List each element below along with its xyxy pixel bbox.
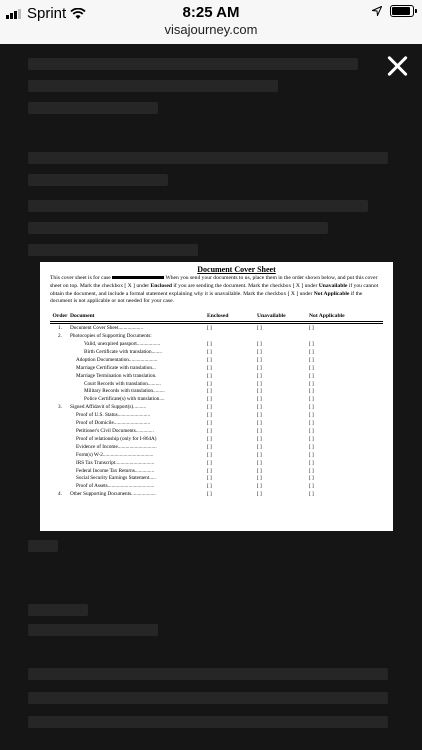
row-label: Proof of Domicile............................ [76, 420, 151, 427]
checkbox: [ ] [207, 459, 212, 466]
checkbox: [ ] [309, 404, 314, 411]
checkbox: [ ] [257, 380, 262, 387]
checkbox: [ ] [207, 364, 212, 371]
table-row [50, 404, 383, 412]
status-right [372, 5, 414, 17]
checkbox: [ ] [257, 412, 262, 419]
checkbox: [ ] [309, 491, 314, 498]
checkbox: [ ] [207, 491, 212, 498]
checkbox: [ ] [207, 356, 212, 363]
table-row [50, 333, 383, 341]
checkbox: [ ] [309, 412, 314, 419]
battery-icon [390, 5, 414, 17]
row-number [50, 475, 70, 483]
checkbox: [ ] [257, 364, 262, 371]
table-row [50, 357, 383, 365]
row-number [50, 357, 70, 365]
status-bar [0, 0, 422, 44]
document-rows [50, 325, 383, 499]
row-label: Police Certificate(s) with translation.... [84, 396, 165, 403]
checkbox: [ ] [207, 420, 212, 427]
row-number [50, 436, 70, 444]
checkbox: [ ] [257, 356, 262, 363]
checkbox: [ ] [257, 491, 262, 498]
checkbox: [ ] [207, 388, 212, 395]
checkbox: [ ] [257, 435, 262, 442]
table-row [50, 373, 383, 381]
row-number [50, 412, 70, 420]
table-row [50, 428, 383, 436]
row-label: Federal Income Tax Returns............... [76, 467, 155, 474]
checkbox: [ ] [257, 443, 262, 450]
checkbox: [ ] [309, 420, 314, 427]
document-title: Document Cover Sheet [197, 265, 276, 274]
checkbox: [ ] [257, 483, 262, 490]
checkbox: [ ] [257, 404, 262, 411]
checkbox: [ ] [309, 372, 314, 379]
checkbox: [ ] [257, 388, 262, 395]
checkbox [207, 333, 257, 341]
checkbox: [ ] [207, 372, 212, 379]
row-label: Military Records with translation......... [84, 388, 165, 395]
carrier-label: Sprint [27, 5, 67, 22]
row-number [50, 428, 70, 436]
row-label: Document Cover Sheet................... [70, 325, 144, 332]
checkbox: [ ] [207, 325, 212, 332]
checkbox: [ ] [309, 459, 314, 466]
table-row [50, 460, 383, 468]
row-number [50, 349, 70, 357]
checkbox: [ ] [257, 427, 262, 434]
row-number [50, 444, 70, 452]
row-number [50, 341, 70, 349]
checkbox: [ ] [309, 443, 314, 450]
row-label: Form(s) W-2....................................... [76, 451, 154, 458]
checkbox: [ ] [207, 348, 212, 355]
checkbox: [ ] [257, 459, 262, 466]
address-bar[interactable]: visajourney.com [164, 22, 258, 37]
row-label: Other Supporting Documents................... [70, 491, 156, 498]
table-row [50, 436, 383, 444]
checkbox: [ ] [257, 372, 262, 379]
row-number [50, 420, 70, 428]
checkbox [309, 333, 369, 341]
checkbox: [ ] [207, 483, 212, 490]
checkbox: [ ] [309, 451, 314, 458]
row-label: Marriage Certificate with translation... [76, 364, 156, 371]
checkbox: [ ] [207, 475, 212, 482]
checkbox: [ ] [257, 475, 262, 482]
row-label: Petitioner's Civil Documents.............. [76, 427, 154, 434]
document-intro: This cover sheet is for case When you send your documents to us, place them in the order shown below, and put this cover sheet on top. Mark the checkbox [ X ] under Enclosed if you are sending the document. Mark the checkbox [ X ] under Unavailable if you cannot obtain the document, and include a formal statement explaining why it is unavailable. Mark the checkbox [ X ] under Not Applicable if the document is not applicable or not needed for your case. [50, 275, 379, 305]
checkbox: [ ] [309, 396, 314, 403]
location-arrow-icon [372, 6, 382, 16]
row-label: Signed Affidavit of Support(s).......... [70, 404, 147, 411]
checkbox: [ ] [257, 420, 262, 427]
row-label: Marriage Termination with translation. [76, 372, 157, 379]
checkbox: [ ] [309, 388, 314, 395]
redaction-bar [112, 276, 164, 279]
row-label: Birth Certificate with translation........ [84, 348, 162, 355]
table-row [50, 396, 383, 404]
table-row [50, 412, 383, 420]
header-rule [50, 321, 383, 324]
row-number [50, 452, 70, 460]
row-label: Proof of U.S. Status......................... [76, 412, 151, 419]
row-number [50, 381, 70, 389]
checkbox: [ ] [207, 467, 212, 474]
row-number [50, 396, 70, 404]
row-label: Valid, unexpired passport.................. [84, 341, 161, 347]
table-row [50, 349, 383, 357]
checkbox: [ ] [309, 483, 314, 490]
table-row [50, 452, 383, 460]
checkbox: [ ] [207, 451, 212, 458]
row-number [50, 388, 70, 396]
checkbox: [ ] [207, 412, 212, 419]
checkbox: [ ] [257, 348, 262, 355]
checkbox: [ ] [309, 475, 314, 482]
table-row [50, 475, 383, 483]
table-row [50, 325, 383, 333]
row-number: 3. [58, 404, 62, 411]
table-row [50, 491, 383, 499]
close-icon[interactable] [386, 55, 408, 77]
table-row [50, 341, 383, 349]
row-number: 4. [58, 491, 62, 498]
row-number [50, 460, 70, 468]
checkbox: [ ] [207, 443, 212, 450]
checkbox: [ ] [257, 396, 262, 403]
checkbox: [ ] [309, 380, 314, 387]
row-label: Proof of relationship (only for I-864A) [76, 435, 157, 442]
row-label: Court Records with translation.......... [84, 380, 161, 387]
checkbox: [ ] [309, 435, 314, 442]
table-row [50, 388, 383, 396]
row-label: Photocopies of Supporting Documents: [70, 333, 152, 340]
checkbox: [ ] [207, 435, 212, 442]
document-cover-sheet-image[interactable] [40, 262, 393, 531]
row-number [50, 365, 70, 373]
checkbox: [ ] [309, 348, 314, 355]
table-row [50, 444, 383, 452]
clock: 8:25 AM [182, 4, 240, 21]
checkbox: [ ] [309, 364, 314, 371]
checkbox: [ ] [309, 341, 314, 347]
row-number: 2. [58, 333, 62, 340]
row-number: 1. [58, 325, 62, 332]
row-label: Evidence of Income.............................. [76, 443, 157, 450]
checkbox: [ ] [207, 404, 212, 411]
row-number [50, 483, 70, 491]
checkbox: [ ] [207, 341, 212, 347]
table-row [50, 468, 383, 476]
table-row [50, 365, 383, 373]
checkbox: [ ] [207, 380, 212, 387]
checkbox: [ ] [207, 427, 212, 434]
checkbox: [ ] [309, 325, 314, 332]
checkbox: [ ] [257, 341, 262, 347]
checkbox: [ ] [309, 356, 314, 363]
table-row [50, 381, 383, 389]
table-row [50, 483, 383, 491]
checkbox: [ ] [309, 427, 314, 434]
row-number [50, 468, 70, 476]
checkbox: [ ] [257, 325, 262, 332]
row-label: Proof of Assets.................................... [76, 483, 155, 490]
row-label: Adoption Documentation...................... [76, 356, 158, 363]
table-row [50, 420, 383, 428]
table-header: Order Document Enclosed Unavailable Not Applicable [52, 313, 345, 320]
checkbox: [ ] [257, 467, 262, 474]
checkbox: [ ] [309, 467, 314, 474]
row-number [50, 373, 70, 381]
row-label: IRS Tax Transcript.............................. [76, 459, 155, 466]
row-label: Social Security Earnings Statement..... [76, 475, 156, 482]
checkbox: [ ] [207, 396, 212, 403]
checkbox: [ ] [257, 451, 262, 458]
checkbox [257, 333, 309, 341]
